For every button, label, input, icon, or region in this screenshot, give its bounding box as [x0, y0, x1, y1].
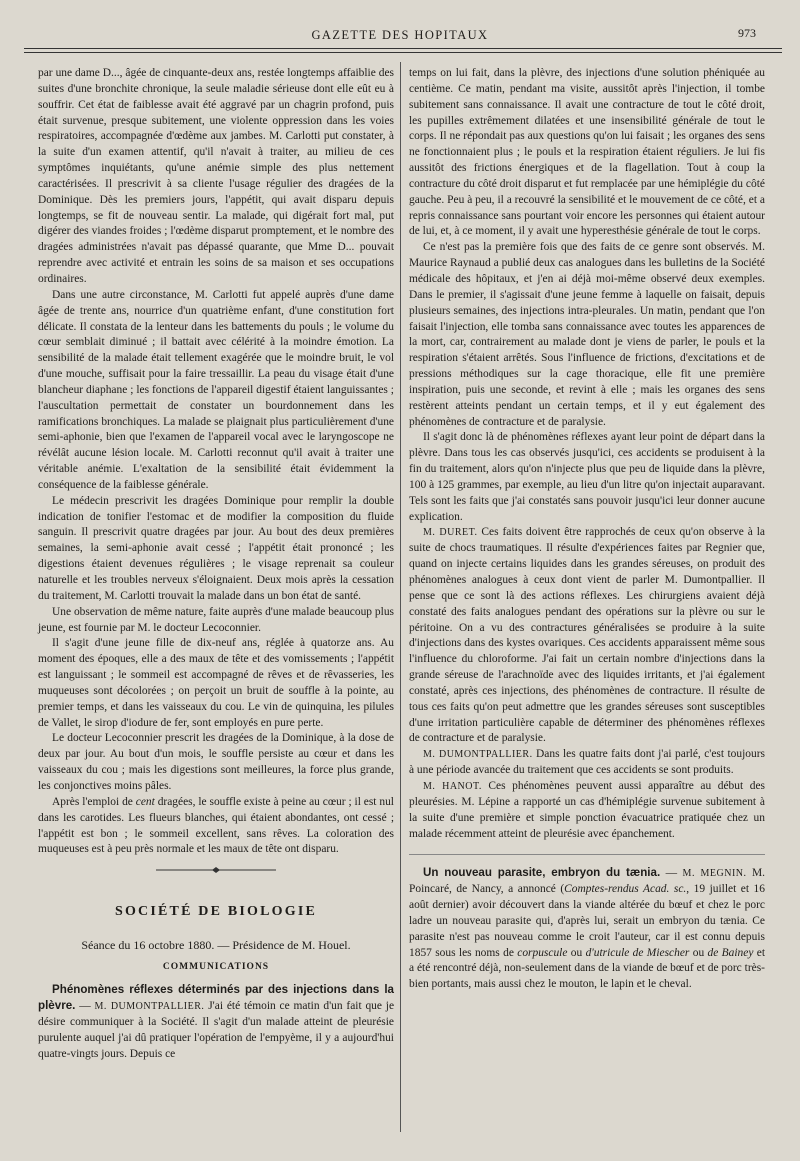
- article-title: Un nouveau parasite, embryon du tænia.: [423, 866, 661, 880]
- left-column: [38, 66, 394, 1063]
- text-run: J'ai été témoin ce matin d'un fait que je désire communiquer à la Société. Il s'agit d'un malade atteint de pleurésie purulente auquel j'ai dû pratiquer l'opération de l'empyème, il y a aujourd'hui quatre-vingts jours. Depuis ce: [38, 1000, 395, 1060]
- paragraph: Une observation de même nature, faite auprès d'une malade beaucoup plus jeune, est fournie par M. le docteur Lecoconnier.: [38, 605, 394, 634]
- page-number: 973: [738, 26, 756, 40]
- text-run: , 19 juillet et 16 août dernier) avoir découvert dans la viande altérée du bœuf et chez le porc ladre un nouveau parasite qui, d'après lui, serait un embryon du tænia. Ce parasite n'est pas nouveau comme le croit l'auteur, car il est connu depuis 1857 sous les noms de: [409, 883, 765, 959]
- paragraph: Un nouveau parasite, embryon du tænia. — M. MEGNIN. M. Poincaré, de Nancy, a annoncé (Comptes-rendus Acad. sc., 19 juillet et 16 août dernier) avoir découvert dans la viande altérée du bœuf et chez le porc ladre un nouveau parasite qui, d'après lui, serait un embryon du tænia. Ce parasite n'est pas nouveau comme le croit l'auteur, car il est connu depuis 1857 sous les noms de corpuscule ou d'utricule de Miescher ou de Bainey et a été rencontré déjà, non-seulement dans de la viande de bœuf et de porc très-bien portants, mais aussi chez le mouton, le lapin et le cheval.: [409, 866, 766, 991]
- text-run: dragées, le souffle existe à peine au cœur ; il est nul dans les carotides. Les flueurs blanches, qui étaient abondantes, ont cessé ; l'appétit est bon ; le sommeil excellent, sans rêves. La coloration des muqueuses est à peu près normale et les maux de tête ont disparu.: [38, 795, 394, 856]
- article-title: Phénomènes réflexes déterminés par des injections dans la plèvre.: [38, 982, 394, 1013]
- right-column: [409, 66, 765, 993]
- emphasis: Comptes-rendus Acad. sc.: [564, 883, 687, 896]
- paragraph: [409, 525, 765, 747]
- paragraph: temps on lui fait, dans la plèvre, des injections d'une solution phéniquée au centième. Ce matin, pendant ma visite, aussitôt après l'injection, il tombe subitement sans connaissance. Il avait une contracture de tout le côté droit, les pupilles extrêmement dilatées et une insensibilité générale de tout le corps. Il ne répondait pas aux questions qu'on lui faisait ; les organes des sens ne fonctionnaient plus ; le pouls et la respiration étaient réguliers. Je lui fis aussitôt des frictions énergiques et de la flagellation. Tout à coup la contracture du côté droit disparut et fut remplacée par une hémiplégie du côté gauche. Peu à peu, il a recouvré la sensibilité et le mouvement de ce côté, et a repris connaissance sans pourtant voir encore les personnes qui étaient autour de lui, et, à ce moment, il y avait une hyperesthésie générale de tout le corps.: [409, 67, 765, 238]
- article-paragraph: Phénomènes réflexes déterminés par des injections dans la plèvre. — M. DUMONTPALLIER. J'ai été témoin ce matin d'un fait que je désire communiquer à la Société. Il s'agit d'un malade atteint de pleurésie purulente auquel j'ai dû pratiquer l'opération de l'empyème, il y a aujourd'hui quatre-vingts jours. Depuis ce: [38, 982, 395, 1060]
- text-run: ou: [689, 946, 708, 959]
- emphasis: cent: [135, 795, 155, 808]
- header-rule: [24, 48, 782, 49]
- section-heading: SOCIÉTÉ DE BIOLOGIE: [114, 904, 318, 920]
- paragraph: Le médecin prescrivit les dragées Dominique pour remplir la double indication de tonifier l'estomac et de modifier la composition du fluide sanguin. Il prescrivit quatre dragées par jour. Au bout des deux premières semaines, la semi-aphonie avait cessé ; l'appétit était prononcé ; les digestions étaient devenues régulières ; le visage reprenait sa couleur naturelle et les troubles nerveux s'éloignaient. Deux mois après la cessation du traitement, M. Carlotti trouvait la malade dans un bon état de santé.: [38, 494, 394, 602]
- author-name: M. DURET.: [423, 527, 478, 539]
- paragraph: Le docteur Lecoconnier prescrit les dragées de la Dominique, à la dose de deux par jour. Au bout d'un mois, le souffle persiste au cœur et dans les vaisseaux du cou ; mais les digestions sont meilleures, la force plus grande, les conjonctives moins pâles.: [38, 732, 394, 792]
- paragraph: Ce n'est pas la première fois que des faits de ce genre sont observés. M. Maurice Raynaud a publié deux cas analogues dans les bulletins de la Société médicale des hôpitaux, et j'en ai déjà moi-même observé deux exemples. Dans le premier, il s'agissait d'une jeune femme à laquelle on faisait, depuis plusieurs semaines, des injections intra-pleurales. Un matin, pendant que l'on faisait l'injection, elle tomba sans connaissance avec toutes les apparences de la mort, car, contrairement au malade dont je viens de parler, le pouls et la respiration s'étaient arrêtés. Sous l'influence de frictions, d'excitations et de pressions méthodiques sur la cage thoracique, elle fit une première inspiration, puis une seconde, et revint à elle ; mais les organes des sens restèrent atteints pendant un certain temps, et il y eut également des phénomènes de contracture et de paralysie.: [409, 241, 765, 428]
- separator-ornament-icon: [156, 866, 276, 874]
- text-run: ou: [567, 946, 586, 959]
- emphasis: de Bainey: [707, 946, 754, 959]
- session-line: Séance du 16 octobre 1880. — Présidence de M. Houel.: [81, 937, 351, 952]
- new-article: [409, 854, 765, 993]
- emphasis: d'utricule de Miescher: [585, 946, 690, 959]
- paragraph: Il s'agit donc là de phénomènes réflexes ayant leur point de départ dans la plèvre. Dans tous les cas observés jusqu'ici, ces accidents se produisent à la fin du traitement, alors qu'on n'injecte plus que peu de liquide dans la plèvre, 100 à 125 grammes, par exemple, au lieu d'un litre qu'on injectait auparavant. Tels sont les faits que j'ai constatés sans pouvoir jusqu'ici leur donner aucune explication.: [409, 431, 765, 523]
- author-name: M. HANOT.: [423, 780, 482, 792]
- ornament-separator: [38, 864, 394, 880]
- author-name: M. DUMONTPALLIER.: [94, 1001, 205, 1013]
- emphasis: corpuscule: [517, 946, 568, 959]
- text-run: M. Poincaré, de Nancy, a annoncé (: [409, 867, 766, 896]
- journal-title: GAZETTE DES HOPITAUX: [311, 28, 489, 42]
- paragraph: par une dame D..., âgée de cinquante-deux ans, restée longtemps affaiblie des suites d'une bronchite chronique, la seule maladie sérieuse dont elle eût eu à souffrir. Cet état de faiblesse avait été aggravé par un chagrin profond, puis était survenue, presque subitement, une violente oppression dans les voies respiratoires, accompagnée d'œdème aux jambes. M. Carlotti put constater, à la suite d'un examen attentif, qu'il n'avait à traiter, au milieu de ces symptômes inquiétants, qu'une anémie simple des plus nettement caractérisées. Il prescrivit à sa cliente l'usage régulier des dragées de la Dominique. Dès les premiers jours, l'appétit, qui avait disparu depuis longtemps, se fit de nouveau sentir. La malade, qui digérait fort mal, put digérer des viandes froides ; l'œdème disparut promptement, et le nombre des dragées administrées n'avait pas dépassé quarante, que Mme D... pouvait reprendre avec activité et entrain les soins de sa maison et ses occupations ordinaires.: [38, 67, 394, 285]
- text-run: Après l'emploi de: [52, 795, 136, 808]
- author-name: M. DUMONTPALLIER.: [423, 749, 533, 761]
- column-divider: [400, 62, 401, 1132]
- text-run: et a été rencontré déjà, non-seulement dans de la viande de bœuf et de porc très-bien portants, mais aussi chez le mouton, le lapin et le cheval.: [409, 946, 766, 991]
- text-run: Ces faits doivent être rapprochés de ceux qu'on observe à la suite de chocs traumatiques. Il résulte d'expériences faites par Regnier que, quand on injecte certains liquides dans les grandes séreuses, on produit des phénomènes analogues à ceux dont vient de parler M. Dumontpallier. Il pense que ce sont là des actions réflexes. Les chirurgiens avaient déjà constaté des faits analogues pendant des opérations sur la plèvre ou sur le péritoine. On a vu des contractures généralisées se produire à la suite d'injections dans des kystes ovariques. Ces accidents apparaissent même sous l'influence du chloroforme. J'ai fait un certain nombre d'injections dans la grande séreuse de l'arachnoïde avec des liquides irritants, et j'ai également constaté, après ces injections, des phénomènes de contracture. Il résulte de tous ces faits qu'on peut admettre que les grandes séreuses sont susceptibles d'une irritation particulière capable de déterminer des phénomènes réflexes de contracture et de paralysie.: [409, 526, 765, 745]
- header-rule-thin: [24, 52, 782, 53]
- paragraph: Il s'agit d'une jeune fille de dix-neuf ans, réglée à quatorze ans. Au moment des époques, elle a des maux de tête et des vomissements ; l'appétit est languissant ; le sommeil est accompagné de rêves et de rêvasseries, les muqueuses sont décolorées ; on perçoit un bruit de souffle à la pointe, au premier temps, et dans les vaisseaux du cou. Le vin de quinquina, les pilules de Vallet, le sirop d'iodure de fer, sont employés en pure perte.: [38, 637, 394, 729]
- paragraph: [409, 779, 765, 842]
- paragraph: [38, 795, 394, 858]
- paragraph: [409, 747, 765, 779]
- paragraph: Dans une autre circonstance, M. Carlotti fut appelé auprès d'une dame âgée de trente ans, nourrice d'un quatrième enfant, d'une constitution fort délicate. Il constata de la lenteur dans les battements du pouls ; le volume du cœur semblait diminué ; il battait avec célérité à la moindre émotion. La sensibilité de la malade était tellement exagérée que le moindre bruit, le vol d'une mouche, suffisait pour la faire tressaillir. La peau du visage était d'une blancheur diaphane ; les fonctions de l'appareil digestif étaient languissantes ; l'auscultation permettait de constater un bourdonnement dans les ramifications bronchiques. La malade se plaignait plus particulièrement d'une semi-aphonie, bien que l'examen de l'appareil vocal avec le laryngoscope ne révélât aucune lésion locale. M. Carlotti reconnut qu'il avait à traiter une véritable anémie. L'exaltation de la sensibilité était évidemment la conséquence de la faiblesse générale.: [38, 288, 394, 491]
- page-header: [30, 22, 770, 48]
- subsection-heading: COMMUNICATIONS: [162, 961, 270, 972]
- author-name: M. MEGNIN.: [682, 868, 747, 880]
- text-run: Ces phénomènes peuvent aussi apparaître au début des pleurésies. M. Lépine a rapporté un cas d'hémiplégie survenue subitement à la suite d'une première et simple ponction évacuatrice pratiquée chez un malade récemment atteint de pleurésie avec épanchement.: [409, 779, 765, 840]
- text-run: Dans les quatre faits dont j'ai parlé, c'est toujours à une période avancée du traitement que ces accidents se sont produits.: [409, 748, 765, 777]
